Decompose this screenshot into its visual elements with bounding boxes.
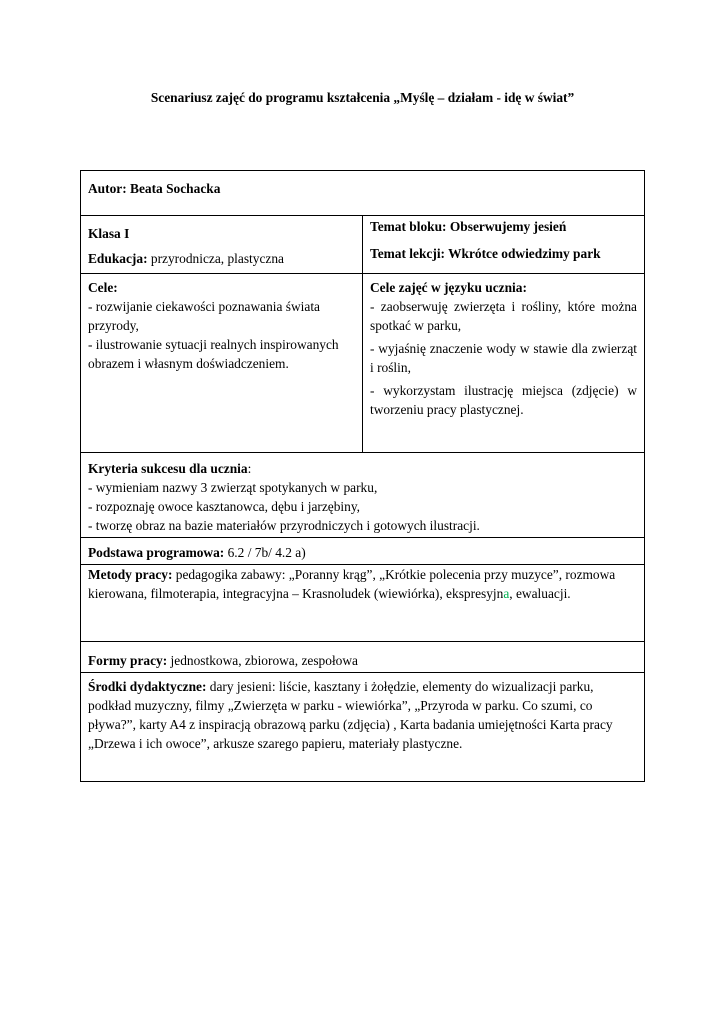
srodki-cell bbox=[80, 672, 645, 782]
kryteria-item: - wymieniam nazwy 3 zwierząt spotykanych w parku, bbox=[88, 480, 378, 495]
edukacja-line bbox=[88, 249, 355, 268]
metody-line bbox=[88, 565, 637, 603]
author-cell bbox=[80, 170, 645, 216]
cele-heading: Cele: bbox=[88, 280, 118, 295]
temat-cell bbox=[362, 215, 645, 274]
metody-cell bbox=[80, 564, 645, 642]
kryteria-heading: Kryteria sukcesu dla ucznia bbox=[88, 461, 248, 476]
formy-label: Formy pracy: bbox=[88, 653, 168, 668]
metody-value-highlight: a bbox=[503, 586, 510, 601]
podstawa-cell bbox=[80, 537, 645, 565]
srodki-value: dary jesieni: liście, kasztany i żołędzie, elementy do wizualizacji parku, podkład muzyczny, filmy „Zwierzęta w parku - wiewiórka”, „Przyroda w parku. Co szumi, co pływa?”, karty A4 z inspiracją obrazową parku (zdjęcia) , Karta badania umiejętności Karta pracy „Drzewa i ich owoce”, arkusze szarego papieru, materiały plastyczne. bbox=[88, 679, 613, 751]
podstawa-label: Podstawa programowa: bbox=[88, 545, 225, 560]
kryteria-heading-line bbox=[88, 459, 637, 478]
temat-lekcji: Temat lekcji: Wkrótce odwiedzimy park bbox=[370, 246, 601, 261]
cele-ucznia-item: - wyjaśnię znaczenie wody w stawie dla zwierząt i roślin, bbox=[370, 341, 637, 375]
edukacja-label: Edukacja: bbox=[88, 251, 148, 266]
metody-value-end: , ewaluacji. bbox=[509, 586, 571, 601]
edukacja-value: przyrodnicza, plastyczna bbox=[147, 251, 284, 266]
cele-ucznia-cell bbox=[362, 273, 645, 453]
cele-cell bbox=[80, 273, 363, 453]
document-title: Scenariusz zajęć do programu kształcenia „Myślę – działam - idę w świat” bbox=[150, 90, 575, 105]
srodki-line bbox=[88, 677, 637, 753]
cele-ucznia-item: - wykorzystam ilustrację miejsca (zdjęcie) w tworzeniu pracy plastycznej. bbox=[370, 383, 637, 417]
kryteria-cell bbox=[80, 452, 645, 538]
formy-cell bbox=[80, 641, 645, 673]
metody-value: pedagogika zabawy: „Poranny krąg”, „Krótkie polecenia przy muzyce”, rozmowa kierowana, filmoterapia, integracyjna – Krasnoludek (wiewiórka), ekspresyjn bbox=[88, 567, 616, 601]
formy-line bbox=[88, 651, 637, 670]
podstawa-value: 6.2 / 7b/ 4.2 a) bbox=[224, 545, 306, 560]
temat-bloku: Temat bloku: Obserwujemy jesień bbox=[370, 219, 567, 234]
formy-value: jednostkowa, zbiorowa, zespołowa bbox=[167, 653, 358, 668]
klasa-cell bbox=[80, 215, 363, 274]
klasa-label: Klasa I bbox=[88, 226, 130, 241]
author-label: Autor: Beata Sochacka bbox=[88, 181, 221, 196]
kryteria-item: - tworzę obraz na bazie materiałów przyrodniczych i gotowych ilustracji. bbox=[88, 518, 480, 533]
cele-item: - ilustrowanie sytuacji realnych inspirowanych obrazem i własnym doświadczeniem. bbox=[88, 337, 339, 371]
metody-label: Metody pracy: bbox=[88, 567, 173, 582]
kryteria-colon: : bbox=[247, 461, 252, 476]
cele-ucznia-item: - zaobserwuję zwierzęta i rośliny, które można spotkać w parku, bbox=[370, 299, 637, 333]
cele-ucznia-heading: Cele zajęć w języku ucznia: bbox=[370, 280, 527, 295]
podstawa-line bbox=[88, 543, 637, 562]
kryteria-item: - rozpoznaję owoce kasztanowca, dębu i jarzębiny, bbox=[88, 499, 361, 514]
cele-item: - rozwijanie ciekawości poznawania świata przyrody, bbox=[88, 299, 321, 333]
srodki-label: Środki dydaktyczne: bbox=[88, 679, 207, 694]
